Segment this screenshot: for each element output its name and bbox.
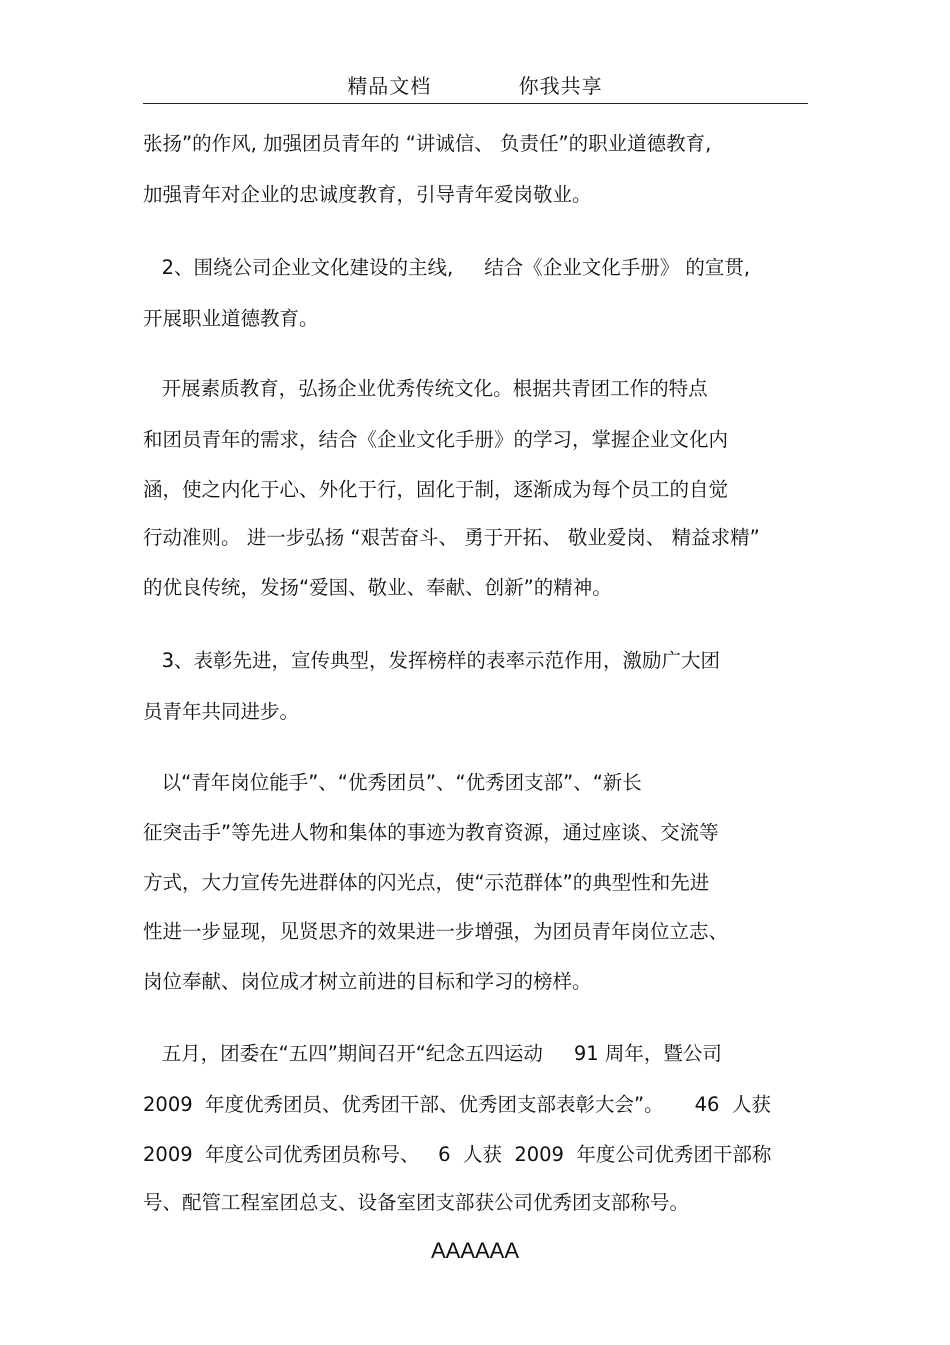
text-line: 2009 年度公司优秀团员称号、 6 人获 2009 年度公司优秀团干部称 <box>143 1143 772 1166</box>
header-right-text: 你我共享 <box>518 74 603 98</box>
page-header <box>0 70 950 99</box>
text-line: 和团员青年的需求，结合《企业文化手册》的学习，掌握企业文化内 <box>143 428 729 451</box>
text-line: 加强青年对企业的忠诚度教育，引导青年爱岗敬业。 <box>143 183 592 206</box>
text-line: 张扬”的作风, 加强团员青年的 “讲诚信、 负责任”的职业道德教育, <box>143 132 712 155</box>
text-line: 岗位奉献、岗位成才树立前进的目标和学习的榜样。 <box>143 970 592 993</box>
text-line: 开展素质教育，弘扬企业优秀传统文化。根据共青团工作的特点 <box>143 377 708 400</box>
text-line: 3、表彰先进，宣传典型，发挥榜样的表率示范作用，激励广大团 <box>143 649 721 672</box>
text-line: 的优良传统，发扬“爱国、敬业、奉献、创新”的精神。 <box>143 576 612 599</box>
text-line: 以“青年岗位能手”、“优秀团员”、“优秀团支部”、“新长 <box>143 771 642 794</box>
header-divider <box>143 103 808 104</box>
text-line: 开展职业道德教育。 <box>143 307 319 330</box>
text-line: 号、配管工程室团总支、设备室团支部获公司优秀团支部称号。 <box>143 1191 690 1214</box>
text-line: 性进一步显现，见贤思齐的效果进一步增强，为团员青年岗位立志、 <box>143 920 729 943</box>
header-left-text: 精品文档 <box>347 74 432 98</box>
text-line: 涵，使之内化于心、外化于行，固化于制，逐渐成为每个员工的自觉 <box>143 478 729 501</box>
text-line: 征突击手”等先进人物和集体的事迹为教育资源，通过座谈、交流等 <box>143 821 719 844</box>
text-line: 员青年共同进步。 <box>143 700 300 723</box>
text-line: 2、围绕公司企业文化建设的主线, 结合《企业文化手册》 的宣贯, <box>143 256 751 279</box>
text-line: 方式，大力宣传先进群体的闪光点，使“示范群体”的典型性和先进 <box>143 871 710 894</box>
text-line: 2009 年度优秀团员、优秀团干部、优秀团支部表彰大会”。 46 人获 <box>143 1093 771 1116</box>
page-footer: AAAAAA <box>430 1238 520 1263</box>
text-line: 五月，团委在“五四”期间召开“纪念五四运动 91 周年，暨公司 <box>143 1042 722 1065</box>
text-line: 行动准则。 进一步弘扬 “艰苦奋斗、 勇于开拓、 敬业爱岗、 精益求精” <box>143 526 760 549</box>
